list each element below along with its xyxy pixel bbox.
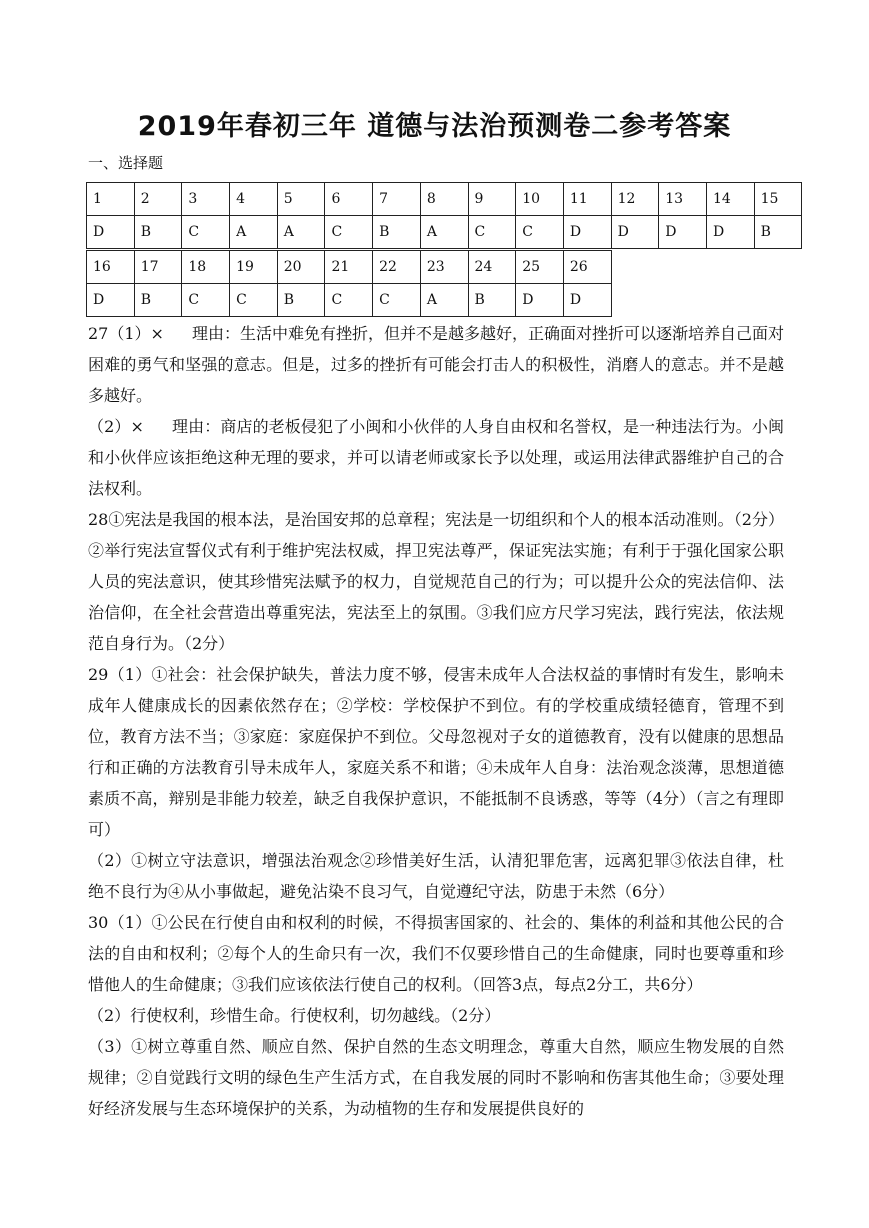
answer-30-1: 30（1）①公民在行使自由和权利的时候，不得损害国家的、社会的、集体的利益和其他公民的合法的自由和权利；②每个人的生命只有一次，我们不仅要珍惜自己的生命健康，同时也要尊重和珍惜他人的生命健康；③我们应该依法行使自己的权利。（回答3点，每点2分工，共6分）	[88, 913, 784, 994]
table-cell: 19	[230, 251, 278, 284]
table-cell: 21	[325, 251, 373, 284]
answer-27-1	[88, 318, 784, 411]
table-cell: A	[230, 216, 278, 249]
table-cell: D	[516, 284, 564, 317]
table-cell: 5	[277, 183, 325, 216]
table-cell: 7	[373, 183, 421, 216]
table-row-numbers	[87, 251, 612, 284]
table-cell: D	[706, 216, 754, 249]
table-cell: C	[325, 284, 373, 317]
answer-27-1-mark: 27（1）×	[88, 324, 164, 343]
section-heading-choice: 一、选择题	[88, 154, 164, 172]
table-cell: 25	[516, 251, 564, 284]
table-cell: 16	[87, 251, 135, 284]
page-title: 2019年春初三年 道德与法治预测卷二参考答案	[137, 111, 732, 142]
table-cell: C	[516, 216, 564, 249]
table-cell: D	[563, 284, 611, 317]
table-cell: C	[373, 284, 421, 317]
table-cell: A	[420, 284, 468, 317]
table-cell: 15	[754, 183, 802, 216]
table-cell: 8	[420, 183, 468, 216]
answer-body	[88, 318, 784, 1124]
table-cell: 9	[468, 183, 516, 216]
table-cell: B	[754, 216, 802, 249]
answer-28: 28①宪法是我国的根本法，是治国安邦的总章程；宪法是一切组织和个人的根本活动准则。（2分）②举行宪法宣誓仪式有利于维护宪法权威，捍卫宪法尊严，保证宪法实施；有利于于强化国家公职人员的宪法意识，使其珍惜宪法赋予的权力，自觉规范自己的行为；可以提升公众的宪法信仰、法治信仰，在全社会营造出尊重宪法，宪法至上的氛围。③我们应方尺学习宪法，践行宪法，依法规范自身行为。（2分）	[88, 510, 784, 653]
table-cell: 18	[182, 251, 230, 284]
table-cell: 4	[230, 183, 278, 216]
table-cell: C	[325, 216, 373, 249]
table-cell: C	[230, 284, 278, 317]
table-cell: D	[659, 216, 707, 249]
answer-27-2	[88, 411, 784, 504]
answer-27-2-reason: 理由：商店的老板侵犯了小闽和小伙伴的人身自由权和名誉权，是一种违法行为。小闽和小伙伴应该拒绝这种无理的要求，并可以请老师或家长予以处理，或运用法律武器维护自己的合法权利。	[88, 417, 784, 498]
table-cell: 6	[325, 183, 373, 216]
table-cell: C	[468, 216, 516, 249]
table-cell: D	[563, 216, 611, 249]
table-cell: C	[182, 216, 230, 249]
table-cell: 10	[516, 183, 564, 216]
answer-table-1-15	[86, 182, 802, 249]
table-cell: 23	[420, 251, 468, 284]
answer-29-2: （2）①树立守法意识，增强法治观念②珍惜美好生活，认清犯罪危害，远离犯罪③依法自律，杜绝不良行为④从小事做起，避免沾染不良习气，自觉遵纪守法，防患于未然（6分）	[88, 851, 784, 901]
table-cell: 22	[373, 251, 421, 284]
table-cell: B	[134, 284, 182, 317]
table-cell: 3	[182, 183, 230, 216]
table-cell: 24	[468, 251, 516, 284]
table-cell: C	[182, 284, 230, 317]
table-cell: 12	[611, 183, 659, 216]
table-cell: A	[277, 216, 325, 249]
answer-29-1: 29（1）①社会：社会保护缺失，普法力度不够，侵害未成年人合法权益的事情时有发生，影响未成年人健康成长的因素依然存在；②学校：学校保护不到位。有的学校重成绩轻德育，管理不到位，教育方法不当；③家庭：家庭保护不到位。父母忽视对子女的道德教育，没有以健康的思想品行和正确的方法教育引导未成年人，家庭关系不和谐；④未成年人自身：法治观念淡薄，思想道德素质不高，辩别是非能力较差，缺乏自我保护意识，不能抵制不良诱惑，等等（4分）（言之有理即可）	[88, 665, 784, 839]
table-cell: 1	[87, 183, 135, 216]
answer-27-2-mark: （2）×	[88, 417, 144, 436]
table-cell: B	[468, 284, 516, 317]
answer-27-1-reason: 理由：生活中难免有挫折，但并不是越多越好，正确面对挫折可以逐渐培养自己面对困难的勇气和坚强的意志。但是，过多的挫折有可能会打击人的积极性，消磨人的意志。并不是越多越好。	[88, 324, 784, 405]
table-cell: 14	[706, 183, 754, 216]
table-cell: 11	[563, 183, 611, 216]
table-row-answers	[87, 284, 612, 317]
answer-30-2: （2）行使权利，珍惜生命。行使权利，切勿越线。（2分）	[88, 1006, 501, 1025]
table-cell: 2	[134, 183, 182, 216]
table-cell: 20	[277, 251, 325, 284]
answer-30-3: （3）①树立尊重自然、顺应自然、保护自然的生态文明理念，尊重大自然，顺应生物发展的自然规律；②自觉践行文明的绿色生产生活方式，在自我发展的同时不影响和伤害其他生命；③要处理好经济发展与生态环境保护的关系，为动植物的生存和发展提供良好的	[88, 1037, 784, 1118]
table-cell: D	[611, 216, 659, 249]
table-cell: D	[87, 216, 135, 249]
table-cell: 17	[134, 251, 182, 284]
table-cell: D	[87, 284, 135, 317]
table-cell: B	[277, 284, 325, 317]
table-cell: 26	[563, 251, 611, 284]
answer-table-16-26	[86, 250, 612, 317]
table-cell: B	[373, 216, 421, 249]
table-cell: A	[420, 216, 468, 249]
table-row-answers	[87, 216, 802, 249]
table-cell: B	[134, 216, 182, 249]
table-row-numbers	[87, 183, 802, 216]
table-cell: 13	[659, 183, 707, 216]
